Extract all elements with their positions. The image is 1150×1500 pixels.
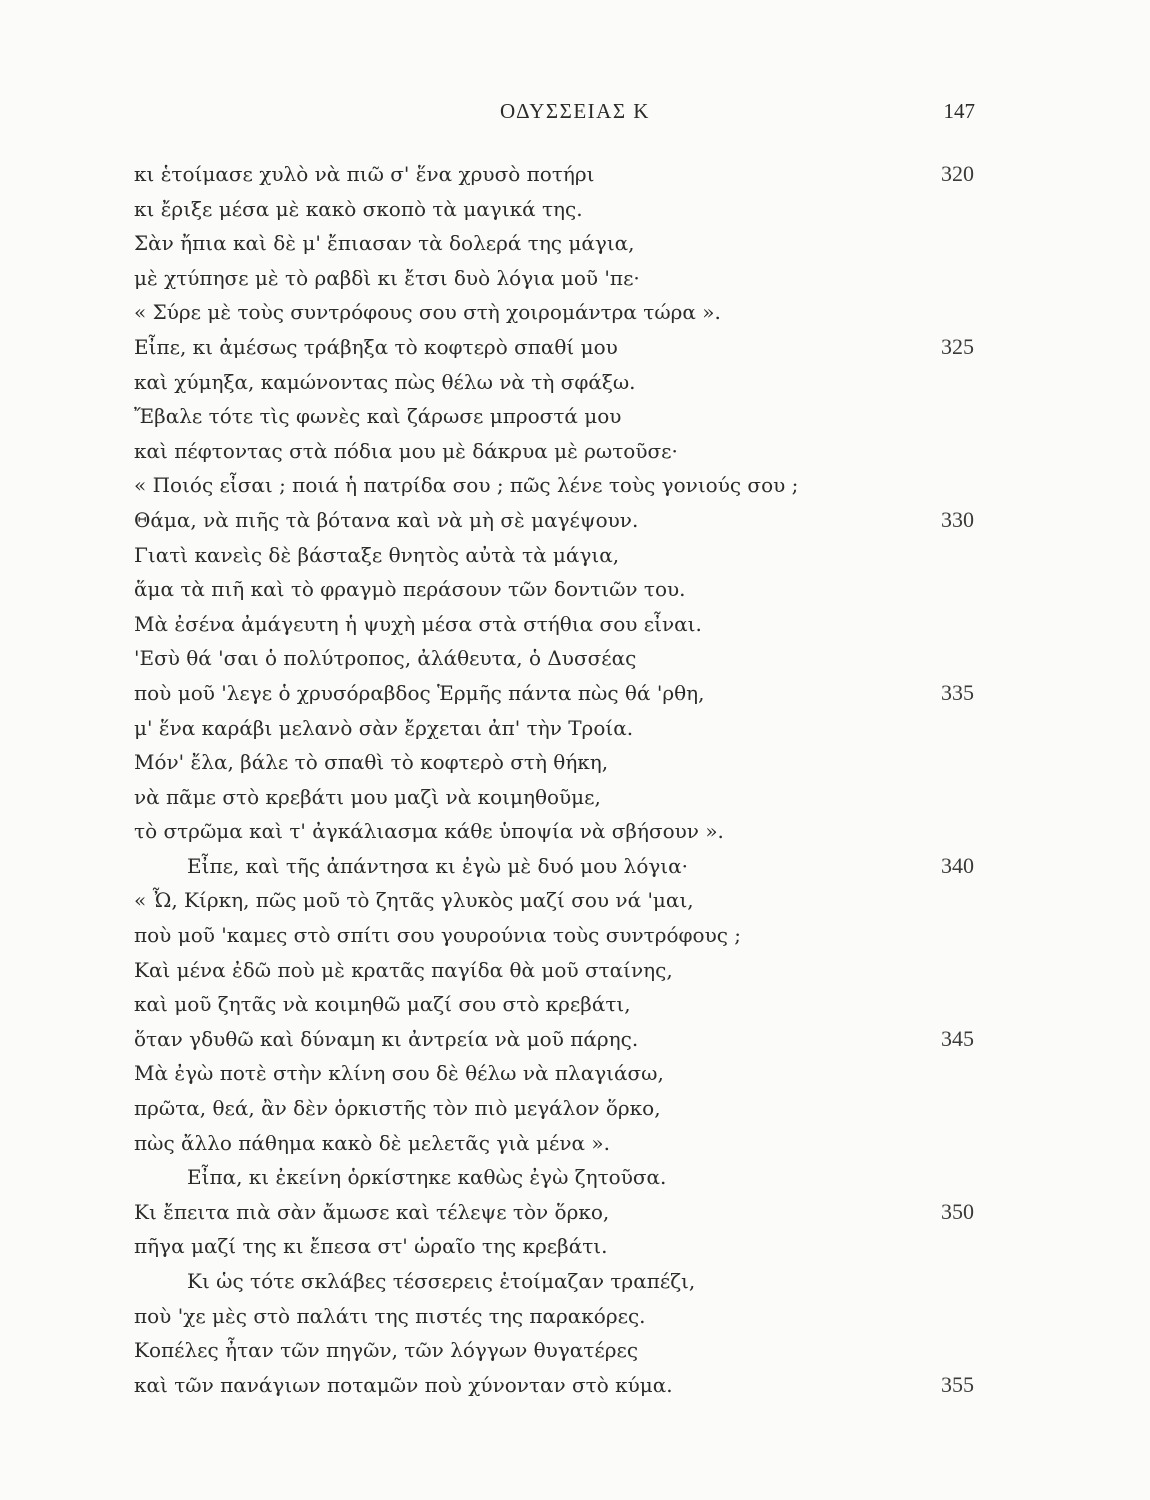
verse-text: Μὰ ἐσένα ἀμάγευτη ἡ ψυχὴ μέσα στὰ στήθια σου εἶναι. bbox=[134, 611, 702, 636]
verse-text: μ' ἕνα καράβι μελανὸ σὰν ἔρχεται ἀπ' τὴν Τροία. bbox=[134, 715, 634, 740]
verse-text: καὶ μοῦ ζητᾶς νὰ κοιμηθῶ μαζί σου στὸ κρεβάτι, bbox=[134, 992, 631, 1017]
verse-text: τὸ στρῶμα καὶ τ' ἀγκάλιασμα κάθε ὑποψία νὰ σβήσουν ». bbox=[134, 819, 724, 844]
line-number: 320 bbox=[941, 161, 974, 186]
verse-text: νὰ πᾶμε στὸ κρεβάτι μου μαζὶ νὰ κοιμηθοῦμε, bbox=[134, 784, 601, 809]
verse-line bbox=[134, 1022, 974, 1057]
verse-text: πρῶτα, θεά, ἂν δὲν ὁρκιστῆς τὸν πιὸ μεγάλον ὅρκο, bbox=[134, 1096, 661, 1121]
verse-text: Κι ἔπειτα πιὰ σὰν ἄμωσε καὶ τέλεψε τὸν ὅρκο, bbox=[134, 1199, 610, 1224]
page-number: 147 bbox=[943, 99, 975, 123]
verse-line bbox=[134, 1229, 974, 1264]
verse-line bbox=[134, 157, 974, 192]
verse-line bbox=[134, 607, 974, 642]
verse-line bbox=[134, 711, 974, 746]
verse-line bbox=[134, 503, 974, 538]
verse-text: Εἶπα, κι ἐκείνη ὁρκίστηκε καθὼς ἐγὼ ζητοῦσα. bbox=[187, 1165, 667, 1190]
verse-line bbox=[134, 780, 974, 815]
verse-line bbox=[134, 434, 974, 469]
verse-line bbox=[134, 1368, 974, 1403]
verse-text: ποὺ μοῦ 'καμες στὸ σπίτι σου γουρούνια τοὺς συντρόφους ; bbox=[134, 923, 742, 948]
verse-line bbox=[134, 399, 974, 434]
verse-text: ποὺ μοῦ 'λεγε ὁ χρυσόραβδος Ἑρμῆς πάντα πὼς θά 'ρθη, bbox=[134, 680, 705, 705]
verse-line bbox=[134, 883, 974, 918]
verse-text: Ἔβαλε τότε τὶς φωνὲς καὶ ζάρωσε μπροστά μου bbox=[134, 404, 622, 429]
verse-line bbox=[134, 1056, 974, 1091]
verse-line bbox=[134, 365, 974, 400]
line-number: 325 bbox=[941, 333, 974, 359]
verse-line bbox=[134, 745, 974, 780]
verse-line bbox=[134, 1299, 974, 1334]
verse-text: Καὶ μένα ἐδῶ ποὺ μὲ κρατᾶς παγίδα θὰ μοῦ σταίνης, bbox=[134, 957, 673, 982]
verse-line bbox=[134, 1091, 974, 1126]
verse-line bbox=[134, 572, 974, 607]
line-number: 350 bbox=[941, 1198, 974, 1224]
line-number: 345 bbox=[941, 1025, 974, 1051]
verse-text: 'Εσὺ θά 'σαι ὁ πολύτροπος, ἀλάθευτα, ὁ Δυσσέας bbox=[134, 646, 637, 671]
line-number: 340 bbox=[941, 852, 974, 878]
verse-line bbox=[134, 987, 974, 1022]
verse-text: ὅταν γδυθῶ καὶ δύναμη κι ἀντρεία νὰ μοῦ πάρης. bbox=[134, 1026, 639, 1051]
verse-text: Σὰν ἤπια καὶ δὲ μ' ἔπιασαν τὰ δολερά της μάγια, bbox=[134, 231, 635, 256]
verse-text: καὶ χύμηξα, καμώνοντας πὼς θέλω νὰ τὴ σφάξω. bbox=[134, 369, 636, 394]
verse-text: Εἶπε, κι ἀμέσως τράβηξα τὸ κοφτερὸ σπαθί μου bbox=[134, 334, 618, 359]
verse-text: Κοπέλες ἦταν τῶν πηγῶν, τῶν λόγγων θυγατέρες bbox=[134, 1338, 639, 1363]
verse-text: Μόν' ἔλα, βάλε τὸ σπαθὶ τὸ κοφτερὸ στὴ θήκη, bbox=[134, 750, 609, 775]
verse-text: ποὺ 'χε μὲς στὸ παλάτι της πιστές της παρακόρες. bbox=[134, 1303, 646, 1328]
verse-text: μὲ χτύπησε μὲ τὸ ραβδὶ κι ἔτσι δυὸ λόγια μοῦ 'πε· bbox=[134, 265, 640, 290]
verse-text: κι ἔριξε μέσα μὲ κακὸ σκοπὸ τὰ μαγικά της. bbox=[134, 196, 583, 221]
verse-text: Θάμα, νὰ πιῆς τὰ βότανα καὶ νὰ μὴ σὲ μαγέψουν. bbox=[134, 507, 639, 532]
verse-line bbox=[134, 192, 974, 227]
poem-text bbox=[134, 157, 974, 1402]
verse-text: Γιατὶ κανεὶς δὲ βάσταξε θνητὸς αὐτὰ τὰ μάγια, bbox=[134, 542, 620, 567]
verse-text: πὼς ἄλλο πάθημα κακὸ δὲ μελετᾶς γιὰ μένα ». bbox=[134, 1130, 610, 1155]
verse-line bbox=[134, 849, 974, 884]
verse-line bbox=[134, 538, 974, 573]
verse-text: « Σύρε μὲ τοὺς συντρόφους σου στὴ χοιρομάντρα τώρα ». bbox=[134, 300, 721, 325]
line-number: 330 bbox=[941, 506, 974, 532]
verse-text: « Ὦ, Κίρκη, πῶς μοῦ τὸ ζητᾶς γλυκὸς μαζί σου νά 'μαι, bbox=[134, 888, 694, 913]
verse-line bbox=[134, 814, 974, 849]
verse-text: Μὰ ἐγὼ ποτὲ στὴν κλίνη σου δὲ θέλω νὰ πλαγιάσω, bbox=[134, 1061, 664, 1086]
verse-text: Εἶπε, καὶ τῆς ἀπάντησα κι ἐγὼ μὲ δυό μου λόγια· bbox=[187, 853, 689, 878]
verse-text: καὶ πέφτοντας στὰ πόδια μου μὲ δάκρυα μὲ ρωτοῦσε· bbox=[134, 438, 678, 463]
verse-text: Κι ὡς τότε σκλάβες τέσσερεις ἑτοίμαζαν τραπέζι, bbox=[187, 1269, 696, 1293]
verse-line bbox=[134, 468, 974, 503]
line-number: 335 bbox=[941, 679, 974, 705]
verse-line bbox=[134, 1264, 974, 1299]
verse-text: καὶ τῶν πανάγιων ποταμῶν ποὺ χύνονταν στὸ κύμα. bbox=[134, 1372, 673, 1397]
verse-line bbox=[134, 1195, 974, 1230]
verse-line bbox=[134, 1333, 974, 1368]
verse-line bbox=[134, 330, 974, 365]
verse-line bbox=[134, 1126, 974, 1161]
verse-text: κι ἑτοίμασε χυλὸ νὰ πιῶ σ' ἕνα χρυσὸ ποτήρι bbox=[134, 162, 595, 186]
verse-line bbox=[134, 641, 974, 676]
verse-line bbox=[134, 261, 974, 296]
verse-text: « Ποιός εἶσαι ; ποιά ἡ πατρίδα σου ; πῶς λένε τοὺς γονιούς σου ; bbox=[134, 473, 799, 498]
verse-line bbox=[134, 1160, 974, 1195]
verse-line bbox=[134, 295, 974, 330]
verse-line bbox=[134, 676, 974, 711]
verse-line bbox=[134, 918, 974, 953]
verse-line bbox=[134, 953, 974, 988]
verse-text: ἅμα τὰ πιῆ καὶ τὸ φραγμὸ περάσουν τῶν δοντιῶν του. bbox=[134, 577, 686, 602]
verse-line bbox=[134, 226, 974, 261]
running-head bbox=[0, 97, 1150, 127]
running-title: ΟΔΥΣΣΕΙΑΣ Κ bbox=[500, 99, 650, 123]
verse-text: πῆγα μαζί της κι ἔπεσα στ' ὡραῖο της κρεβάτι. bbox=[134, 1234, 608, 1259]
line-number: 355 bbox=[941, 1371, 974, 1397]
